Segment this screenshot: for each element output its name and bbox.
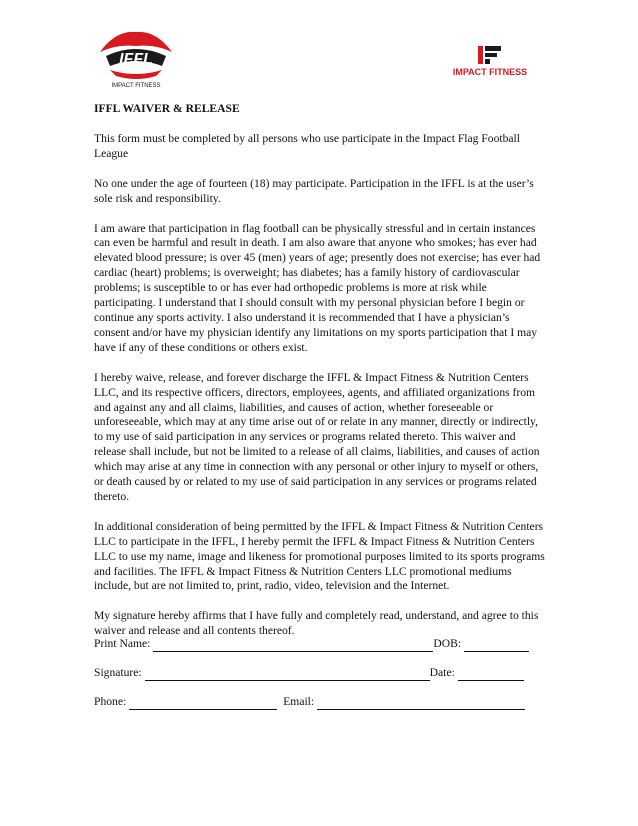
- print-name-label: Print Name:: [94, 637, 151, 651]
- date-label: Date:: [429, 666, 455, 680]
- iffl-logo-text: IFFL: [119, 51, 153, 68]
- phone-label: Phone:: [94, 695, 127, 709]
- dob-field[interactable]: [464, 640, 529, 652]
- signature-field[interactable]: [145, 669, 430, 681]
- paragraph-release: I hereby waive, release, and forever discharge the IFFL & Impact Fitness & Nutrition Centers LLC, and its respective officers, directors, employees, agents, and affiliated organizations from and against any and all claims, liabilities, and causes of action, whether foreseeable or unforeseeable, which may at any time arise out of or relate in any manner, directly or indirectly, to my use of said participation in any services or programs related thereto. This waiver and release shall include, but not be limited to a release of all claims, liabilities, and causes of action which may arise at any time in connection with any personal or other injury to myself or others, or death caused by or related to my use of said participation in any services or programs related thereto.: [94, 370, 540, 503]
- impact-fitness-logo-text: IMPACT FITNESS: [452, 67, 528, 77]
- paragraph-age: No one under the age of fourteen (18) may participate. Participation in the IFFL is at the user’s sole risk and responsibility.: [94, 176, 534, 205]
- iffl-logo-tagline: IMPACT FITNESS: [111, 83, 161, 89]
- phone-field[interactable]: [129, 698, 277, 710]
- dob-label: DOB:: [433, 637, 462, 651]
- impact-fitness-logo: [452, 44, 528, 80]
- signature-fields: [94, 637, 546, 724]
- document-title: IFFL WAIVER & RELEASE: [94, 102, 240, 115]
- paragraph-likeness: In additional consideration of being permitted by the IFFL & Impact Fitness & Nutrition Centers LLC to participate in the IFFL, I hereby permit the IFFL & Impact Fitness & Nutrition Centers LLC to use my name, image and likeness for promotional purposes limited to its sports programs and facilities. The IFFL & Impact Fitness & Nutrition Centers LLC promotional mediums include, but are not limited to, print, radio, video, television and the Internet.: [94, 519, 545, 593]
- waiver-body: [94, 102, 546, 654]
- paragraph-risk: I am aware that participation in flag football can be physically stressful and in certain instances can even be harmful and result in death. I am also aware that anyone who smokes; has ever had elevated blood pressure; is over 45 (men) years of age; presently does not exercise; has ever had cardiac (heart) problems; is overweight; has diabetes; has a family history of cardiovascular problems; is susceptible to or has ever had orthopedic problems is more at risk while participating. I understand that I should consult with my personal physician before I begin or continue any sports activity. I also understand it is recommended that I have a physician’s consent and/or have my physician identify any limitations on my sports participation that I may have if any of these conditions or others exist.: [94, 221, 541, 354]
- print-name-row: [94, 637, 546, 652]
- iffl-logo: [96, 22, 176, 92]
- date-field[interactable]: [458, 669, 524, 681]
- signature-label: Signature:: [94, 666, 142, 680]
- iffl-logo-icon: [96, 22, 176, 92]
- paragraph-intro: This form must be completed by all persons who use participate in the Impact Flag Football League: [94, 131, 520, 160]
- paragraph-affirmation: My signature hereby affirms that I have fully and completely read, understand, and agree to this waiver and release and all contents thereof.: [94, 609, 539, 638]
- signature-row: [94, 666, 546, 681]
- impact-fitness-logo-icon: [452, 44, 528, 80]
- email-label: Email:: [283, 695, 315, 709]
- contact-row: [94, 695, 546, 710]
- print-name-field[interactable]: [153, 640, 433, 652]
- email-field[interactable]: [317, 698, 525, 710]
